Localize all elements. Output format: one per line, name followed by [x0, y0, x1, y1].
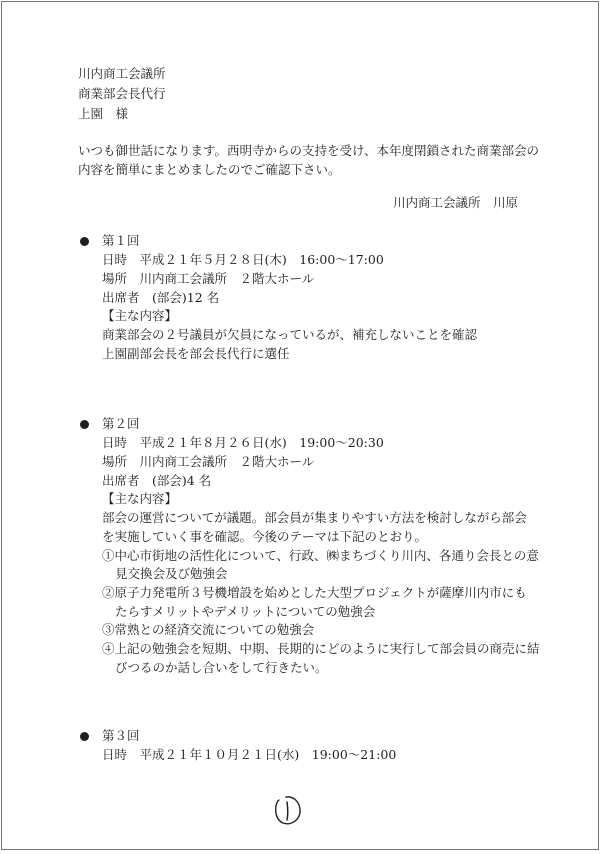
intro-line-1: いつも御世話になります。西明寺からの支持を受け、本年度閉鎖された商業部会の	[78, 143, 540, 158]
meeting-2-item-4: 見交換会及び勉強会	[115, 566, 228, 581]
bullet-icon	[80, 420, 89, 429]
bullet-icon	[80, 732, 89, 741]
meeting-2-item-8: ④上記の勉強会を短期、中期、長期的にどのように実行して部会員の商売に結	[102, 641, 540, 656]
meeting-2-item-7: ③常熟との経済交流についての勉強会	[102, 622, 315, 637]
sender-signature: 川内商工会議所 川原	[393, 195, 519, 210]
meeting-1-place: 場所 川内商工会議所 ２階大ホール	[102, 271, 315, 286]
meeting-2-date: 日時 平成２１年８月２６日(水) 19:00～20:30	[102, 435, 384, 450]
meeting-1-heading: 第１回	[102, 233, 140, 248]
bullet-icon	[80, 237, 89, 246]
meeting-2-heading: 第２回	[102, 416, 140, 431]
meeting-2-item-3: ①中心市街地の活性化について、行政、㈱まちづくり川内、各通り会長との意	[102, 548, 539, 563]
meeting-2-item-1: 部会の運営についてが議題。部会員が集まりやすい方法を検討しながら部会	[102, 510, 527, 525]
meeting-2-item-2: を実施していく事を確認。今後のテーマは下記のとおり。	[102, 529, 428, 544]
intro-line-2: 内容を簡単にまとめましたのでご確認下さい。	[78, 162, 341, 177]
meeting-1-item-2: 上園副部会長を部会長代行に選任	[102, 346, 290, 361]
meeting-3-heading: 第３回	[102, 728, 140, 743]
recipient-org: 川内商工会議所	[78, 66, 166, 81]
meeting-1-attendees: 出席者 (部会)12 名	[102, 290, 220, 305]
recipient-title: 商業部会長代行	[78, 86, 166, 101]
meeting-2-attendees: 出席者 (部会)4 名	[102, 473, 212, 488]
meeting-1-contents-label: 【主な内容】	[102, 308, 178, 323]
meeting-1-date: 日時 平成２１年５月２８日(木) 16:00～17:00	[102, 252, 384, 267]
meeting-2-item-5: ②原子力発電所３号機増設を始めとした大型プロジェクトが薩摩川内市にも	[102, 585, 527, 600]
meeting-2-item-9: びつるのか話し合いをして行きたい。	[115, 660, 328, 675]
document-page	[1, 1, 599, 850]
meeting-3-date: 日時 平成２１年１０月２１日(水) 19:00～21:00	[102, 747, 397, 762]
meeting-2-place: 場所 川内商工会議所 ２階大ホール	[102, 454, 315, 469]
meeting-2-contents-label: 【主な内容】	[102, 491, 178, 506]
recipient-name: 上園 様	[78, 106, 129, 121]
meeting-1-item-1: 商業部会の２号議員が欠員になっているが、補充しないことを確認	[102, 327, 478, 342]
page-number-mark-icon	[270, 792, 306, 828]
meeting-2-item-6: たらすメリットやデメリットについての勉強会	[115, 604, 376, 619]
